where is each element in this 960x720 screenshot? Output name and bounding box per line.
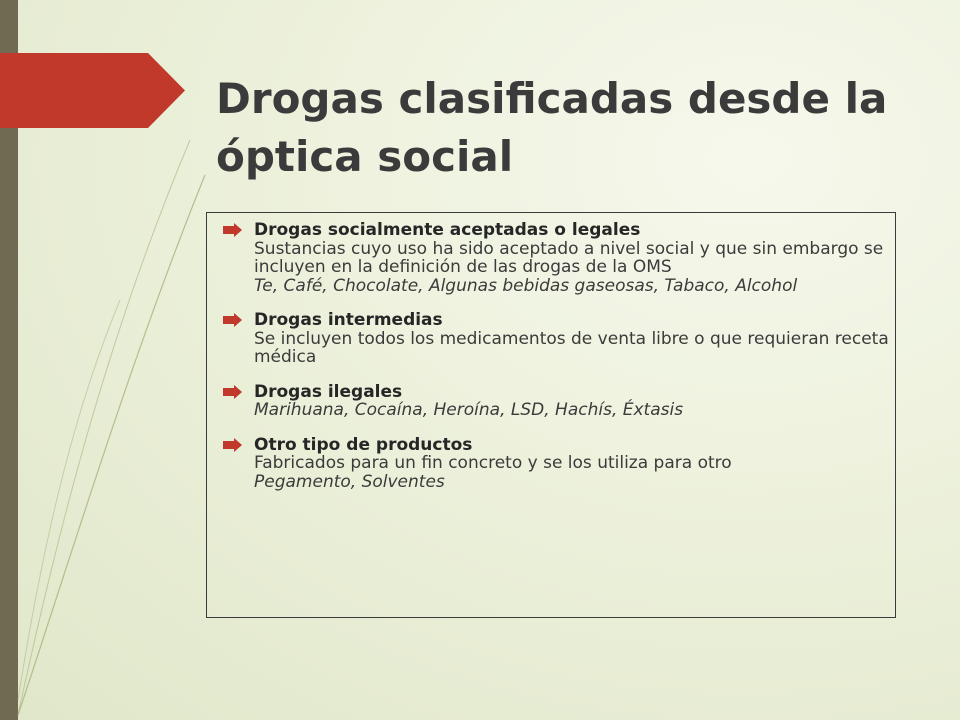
item-examples: Marihuana, Cocaína, Heroína, LSD, Hachís, Éxtasis bbox=[254, 400, 684, 420]
content-box bbox=[206, 212, 896, 618]
arrow-bullet-icon bbox=[223, 438, 243, 452]
item-examples: Pegamento, Solventes bbox=[254, 471, 445, 492]
arrow-bullet-icon bbox=[223, 223, 243, 237]
item-heading: Otro tipo de productos bbox=[254, 434, 473, 455]
red-arrow-icon bbox=[0, 53, 185, 128]
arrow-bullet-icon bbox=[223, 313, 243, 327]
item-heading: Drogas socialmente aceptadas o legales bbox=[254, 220, 641, 240]
item-description: Fabricados para un fin concreto y se los utiliza para otro bbox=[254, 453, 732, 473]
item-description: Sustancias cuyo uso ha sido aceptado a nivel social y que sin embargo se incluyen en la definición de las drogas de la OMS bbox=[254, 238, 884, 277]
slide-title: Drogas clasificadas desde la óptica social bbox=[216, 74, 888, 181]
list-item-illegal-drugs bbox=[223, 383, 891, 420]
item-heading: Drogas intermedias bbox=[254, 310, 443, 330]
item-heading: Drogas ilegales bbox=[254, 381, 403, 402]
bullet-list bbox=[223, 221, 891, 507]
arrow-bullet-icon bbox=[223, 385, 243, 399]
list-item-legal-drugs bbox=[223, 221, 891, 295]
list-item-other-products bbox=[223, 436, 891, 492]
item-examples: Te, Café, Chocolate, Algunas bebidas gaseosas, Tabaco, Alcohol bbox=[254, 275, 798, 296]
item-description: Se incluyen todos los medicamentos de venta libre o que requieran receta médica bbox=[254, 328, 889, 367]
list-item-intermediate-drugs bbox=[223, 311, 891, 367]
